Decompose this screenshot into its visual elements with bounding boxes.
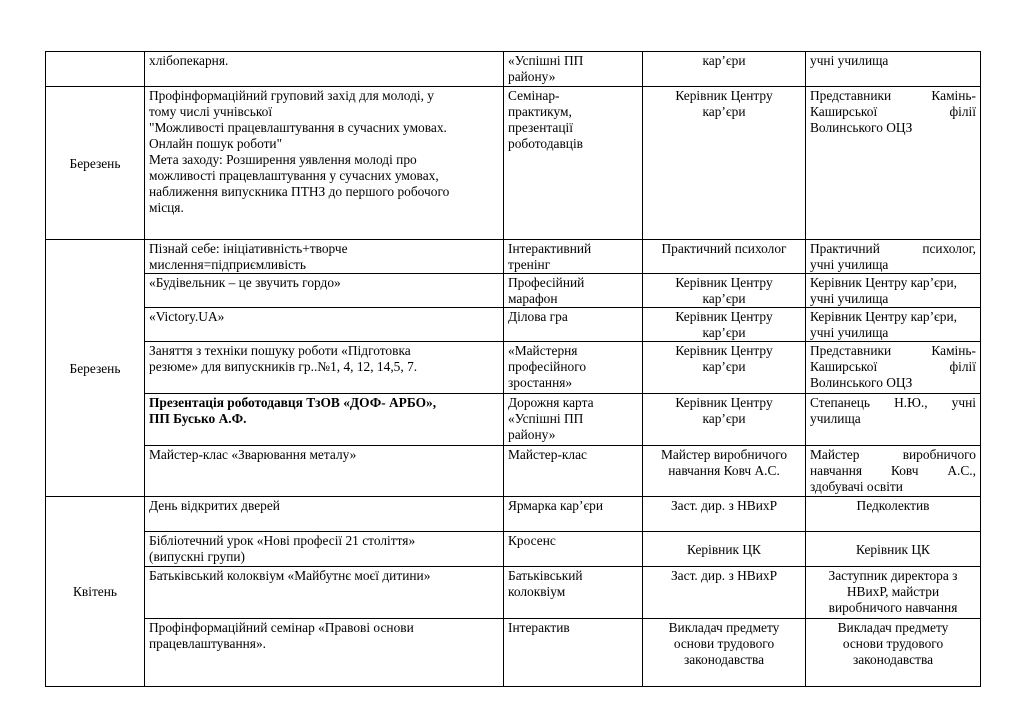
- participants-cell: [806, 394, 981, 446]
- responsible-text: Керівник Центру: [675, 343, 773, 358]
- table-row: [46, 240, 981, 274]
- event-text: ПП Бусько А.Ф.: [149, 411, 247, 426]
- participants-text: Представники Камінь-: [810, 343, 976, 358]
- form-text: району»: [508, 69, 556, 84]
- participants-text: Викладач предмету: [837, 620, 949, 635]
- table-row: [46, 567, 981, 619]
- responsible-cell: [643, 532, 806, 567]
- event-text: Батьківський колоквіум «Майбутнє моєї дитини»: [149, 568, 431, 583]
- event-cell: [145, 308, 504, 342]
- event-cell: [145, 87, 504, 240]
- form-text: Кросенс: [508, 533, 556, 548]
- participants-text: законодавства: [852, 652, 934, 667]
- form-cell: [504, 394, 643, 446]
- form-cell: [504, 342, 643, 394]
- month-cell: [46, 240, 145, 497]
- month-label: Березень: [69, 155, 121, 171]
- responsible-text: законодавства: [683, 652, 765, 667]
- form-text: презентації: [508, 120, 573, 135]
- responsible-text: Майстер виробничого: [660, 447, 788, 462]
- month-label: Квітень: [72, 584, 118, 599]
- responsible-text: кар’єри: [702, 325, 746, 340]
- responsible-cell: [643, 446, 806, 497]
- table-row: [46, 87, 981, 240]
- participants-text: учні училища: [810, 257, 889, 272]
- form-text: професійного: [508, 359, 587, 374]
- form-text: колоквіум: [508, 584, 566, 599]
- responsible-text: Керівник Центру: [675, 395, 773, 410]
- events-table: [45, 51, 981, 687]
- event-text: Онлайн пошук роботи": [149, 136, 283, 151]
- responsible-cell: [643, 274, 806, 308]
- form-text: Інтерактивний: [508, 241, 592, 256]
- table-row: [46, 274, 981, 308]
- table-row: [46, 52, 981, 87]
- responsible-text: Практичний психолог: [661, 241, 787, 256]
- event-text: Пізнай себе: ініціативність+творче: [149, 241, 348, 256]
- table-row: [46, 532, 981, 567]
- participants-text: учні училища: [810, 325, 889, 340]
- month-cell: [46, 497, 145, 687]
- responsible-cell: [643, 87, 806, 240]
- responsible-text: Заст. дир. з НВихР: [670, 498, 778, 513]
- participants-cell: [806, 308, 981, 342]
- event-text: «Будівельник – це звучить гордо»: [149, 275, 341, 290]
- event-text: працевлаштування».: [149, 636, 266, 651]
- event-text: Мета заходу: Розширення уявлення молоді про: [149, 152, 417, 167]
- participants-cell: [806, 567, 981, 619]
- event-text: наближення випускника ПТНЗ до першого робочого: [149, 184, 450, 199]
- responsible-text: Заст. дир. з НВихР: [670, 568, 778, 583]
- responsible-text: Керівник Центру: [675, 275, 773, 290]
- responsible-text: Керівник Центру: [675, 309, 773, 324]
- form-cell: [504, 52, 643, 87]
- participants-text: здобувачі освіти: [810, 479, 903, 494]
- responsible-cell: [643, 342, 806, 394]
- table-row: [46, 497, 981, 532]
- participants-text: основи трудового: [842, 636, 944, 651]
- form-cell: [504, 274, 643, 308]
- event-text: Майстер-клас «Зварювання металу»: [149, 447, 357, 462]
- table-row: [46, 619, 981, 687]
- participants-text: Заступник директора з: [828, 568, 958, 583]
- responsible-text: Керівник Центру: [675, 88, 773, 103]
- responsible-text: основи трудового: [673, 636, 775, 651]
- form-text: роботодавців: [508, 136, 583, 151]
- participants-text: Волинського ОЦЗ: [810, 120, 913, 135]
- event-cell: [145, 342, 504, 394]
- form-text: «Успішні ПП: [508, 53, 584, 68]
- event-text: (випускні групи): [149, 549, 245, 564]
- event-cell: [145, 52, 504, 87]
- form-text: Семінар-: [508, 88, 560, 103]
- participants-cell: [806, 342, 981, 394]
- form-cell: [504, 567, 643, 619]
- form-text: тренінг: [508, 257, 551, 272]
- participants-text: виробничого навчання: [828, 600, 958, 615]
- event-text: резюме» для випускників гр..№1, 4, 12, 14,5, 7.: [149, 359, 418, 374]
- responsible-text: кар’єри: [702, 411, 746, 426]
- table-row: [46, 342, 981, 394]
- month-label: Березень: [69, 360, 121, 376]
- month-cell: [46, 52, 145, 87]
- responsible-text: Викладач предмету: [668, 620, 780, 635]
- form-cell: [504, 497, 643, 532]
- form-text: марафон: [508, 291, 558, 306]
- event-cell: [145, 619, 504, 687]
- event-text: Презентація роботодавця ТзОВ «ДОФ- АРБО»,: [149, 395, 437, 410]
- form-text: Ярмарка кар’єри: [508, 498, 604, 513]
- responsible-cell: [643, 308, 806, 342]
- form-text: Дорожня карта: [508, 395, 594, 410]
- participants-cell: [806, 619, 981, 687]
- form-cell: [504, 240, 643, 274]
- form-cell: [504, 87, 643, 240]
- event-cell: [145, 567, 504, 619]
- form-text: зростання»: [508, 375, 573, 390]
- participants-text: Педколектив: [856, 498, 930, 513]
- event-text: Бібліотечний урок «Нові професії 21 століття»: [149, 533, 416, 548]
- responsible-text: навчання Ковч А.С.: [668, 463, 780, 478]
- month-cell: [46, 87, 145, 240]
- form-text: «Успішні ПП: [508, 411, 584, 426]
- form-cell: [504, 532, 643, 567]
- event-text: День відкритих дверей: [149, 498, 280, 513]
- responsible-cell: [643, 394, 806, 446]
- table-row: [46, 308, 981, 342]
- participants-text: Керівник ЦК: [856, 541, 930, 557]
- form-text: «Майстерня: [508, 343, 578, 358]
- participants-text: Керівник Центру кар’єри,: [810, 309, 958, 324]
- participants-cell: [806, 240, 981, 274]
- event-text: Профінформаційний семінар «Правові основи: [149, 620, 414, 635]
- form-text: Інтерактив: [508, 620, 570, 635]
- event-text: «Victory.UA»: [149, 309, 225, 324]
- participants-text: Каширської філії: [810, 359, 976, 374]
- event-text: Заняття з техніки пошуку роботи «Підготовка: [149, 343, 411, 358]
- responsible-cell: [643, 497, 806, 532]
- event-cell: [145, 394, 504, 446]
- form-text: Професійний: [508, 275, 585, 290]
- participants-text: Керівник Центру кар’єри,: [810, 275, 958, 290]
- participants-text: Практичний психолог,: [810, 241, 976, 256]
- form-text: Майстер-клас: [508, 447, 587, 462]
- participants-text: НВихР, майстри: [846, 584, 940, 599]
- event-cell: [145, 274, 504, 308]
- form-text: Батьківський: [508, 568, 583, 583]
- event-text: "Можливості працевлаштування в сучасних умовах.: [149, 120, 447, 135]
- responsible-text: кар’єри: [702, 104, 746, 119]
- form-text: практикум,: [508, 104, 572, 119]
- form-cell: [504, 308, 643, 342]
- form-cell: [504, 619, 643, 687]
- responsible-cell: [643, 619, 806, 687]
- form-cell: [504, 446, 643, 497]
- event-text: хлібопекарня.: [149, 53, 229, 68]
- responsible-cell: [643, 567, 806, 619]
- event-cell: [145, 532, 504, 567]
- participants-cell: [806, 532, 981, 567]
- table-row: [46, 446, 981, 497]
- participants-text: училища: [810, 411, 861, 426]
- responsible-text: кар’єри: [702, 359, 746, 374]
- table-row: [46, 394, 981, 446]
- participants-text: учні училища: [810, 291, 889, 306]
- participants-text: Волинського ОЦЗ: [810, 375, 913, 390]
- participants-text: учні училища: [810, 53, 889, 68]
- participants-cell: [806, 497, 981, 532]
- responsible-cell: [643, 52, 806, 87]
- participants-text: Представники Камінь-: [810, 88, 976, 103]
- participants-cell: [806, 446, 981, 497]
- participants-text: Каширської філії: [810, 104, 976, 119]
- event-cell: [145, 446, 504, 497]
- event-text: можливості працевлаштування у сучасних умовах,: [149, 168, 439, 183]
- responsible-cell: [643, 240, 806, 274]
- responsible-text: кар’єри: [702, 291, 746, 306]
- participants-text: Майстер виробничого: [810, 447, 976, 462]
- responsible-text: Керівник ЦК: [687, 541, 761, 557]
- event-text: Профінформаційний груповий захід для молоді, у: [149, 88, 435, 103]
- event-cell: [145, 497, 504, 532]
- participants-cell: [806, 87, 981, 240]
- event-text: місця.: [149, 200, 184, 215]
- participants-cell: [806, 274, 981, 308]
- form-text: Ділова гра: [508, 309, 568, 324]
- participants-text: Степанець Н.Ю., учні: [810, 395, 976, 410]
- event-text: тому числі учнівської: [149, 104, 273, 119]
- participants-text: навчання Ковч А.С.,: [810, 463, 976, 478]
- event-text: мислення=підприємливість: [149, 257, 306, 272]
- form-text: району»: [508, 427, 556, 442]
- event-cell: [145, 240, 504, 274]
- responsible-text: кар’єри: [702, 53, 746, 68]
- participants-cell: [806, 52, 981, 87]
